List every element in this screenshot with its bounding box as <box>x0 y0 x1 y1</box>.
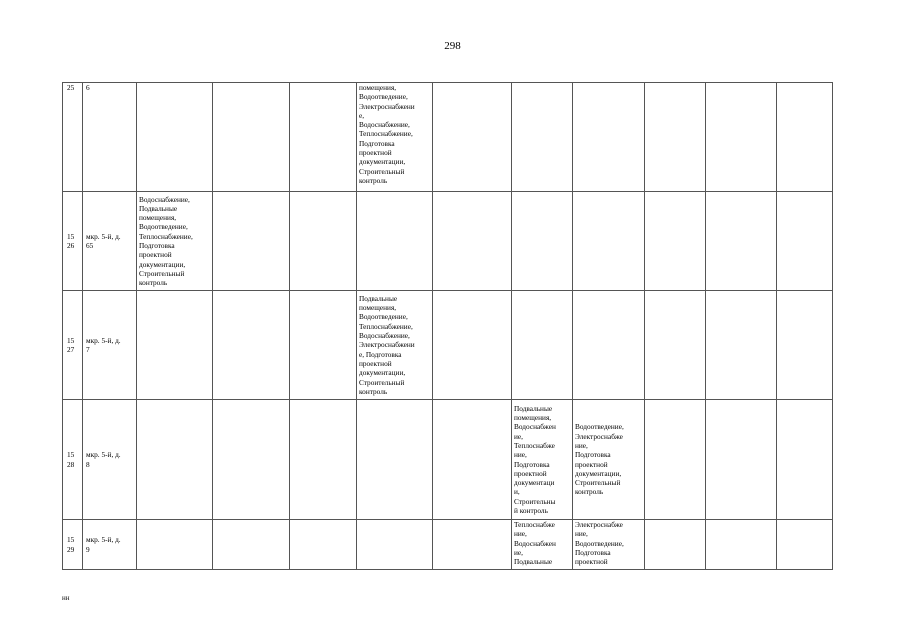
table-row <box>63 400 833 520</box>
empty-cell <box>213 520 290 570</box>
empty-cell <box>706 520 777 570</box>
row-number: 15 28 <box>63 400 83 520</box>
cell-col6 <box>357 520 433 570</box>
cell-col9: Электроснабже ние, Водоотведение, Подготовка проектной <box>573 520 645 570</box>
empty-cell <box>777 291 833 400</box>
row-number: 15 26 <box>63 192 83 291</box>
empty-cell <box>290 291 357 400</box>
empty-cell <box>290 83 357 192</box>
cell-col9 <box>573 192 645 291</box>
row-address: мкр. 5-й, д. 8 <box>83 400 137 520</box>
row-number: 25 <box>63 83 83 192</box>
empty-cell <box>777 520 833 570</box>
empty-cell <box>213 291 290 400</box>
cell-col3 <box>137 83 213 192</box>
empty-cell <box>433 192 512 291</box>
empty-cell <box>213 83 290 192</box>
cell-col6: помещения, Водоотведение, Электроснабжени е, Водоснабжение, Теплоснабжение, Подготовка проектной документации, Строительный контроль <box>357 83 433 192</box>
cell-col3 <box>137 520 213 570</box>
empty-cell <box>213 400 290 520</box>
table-row <box>63 520 833 570</box>
footer-mark: нн <box>62 594 70 602</box>
empty-cell <box>213 192 290 291</box>
row-address: мкр. 5-й, д. 65 <box>83 192 137 291</box>
empty-cell <box>645 83 706 192</box>
empty-cell <box>777 83 833 192</box>
cell-col8: Подвальные помещения, Водоснабжен ие, Теплоснабже ние, Подготовка проектной документаци и, Строительны й контроль <box>512 400 573 520</box>
empty-cell <box>433 400 512 520</box>
empty-cell <box>645 192 706 291</box>
empty-cell <box>433 291 512 400</box>
empty-cell <box>433 83 512 192</box>
cell-col6 <box>357 400 433 520</box>
cell-col8 <box>512 192 573 291</box>
cell-col9: Водоотведение, Электроснабже ние, Подготовка проектной документации, Строительный контроль <box>573 400 645 520</box>
empty-cell <box>706 192 777 291</box>
empty-cell <box>777 192 833 291</box>
cell-col3 <box>137 400 213 520</box>
empty-cell <box>290 192 357 291</box>
empty-cell <box>706 400 777 520</box>
cell-col3 <box>137 291 213 400</box>
row-address: 6 <box>83 83 137 192</box>
table-row <box>63 83 833 192</box>
empty-cell <box>290 400 357 520</box>
row-address: мкр. 5-й, д. 7 <box>83 291 137 400</box>
empty-cell <box>706 83 777 192</box>
schedule-table <box>62 82 833 570</box>
empty-cell <box>645 291 706 400</box>
cell-col9 <box>573 83 645 192</box>
page-number: 298 <box>444 40 461 52</box>
empty-cell <box>433 520 512 570</box>
empty-cell <box>777 400 833 520</box>
cell-col9 <box>573 291 645 400</box>
row-address: мкр. 5-й, д. 9 <box>83 520 137 570</box>
row-number: 15 29 <box>63 520 83 570</box>
empty-cell <box>290 520 357 570</box>
empty-cell <box>645 520 706 570</box>
row-number: 15 27 <box>63 291 83 400</box>
cell-col8: Теплоснабже ние, Водоснабжен ие, Подвальные <box>512 520 573 570</box>
cell-col8 <box>512 291 573 400</box>
empty-cell <box>706 291 777 400</box>
table-row <box>63 192 833 291</box>
table-row <box>63 291 833 400</box>
cell-col3: Водоснабжение, Подвальные помещения, Водоотведение, Теплоснабжение, Подготовка проектной документации, Строительный контроль <box>137 192 213 291</box>
cell-col6 <box>357 192 433 291</box>
cell-col8 <box>512 83 573 192</box>
cell-col6: Подвальные помещения, Водоотведение, Теплоснабжение, Водоснабжение, Электроснабжени е, Подготовка проектной документации, Строительный контроль <box>357 291 433 400</box>
empty-cell <box>645 400 706 520</box>
